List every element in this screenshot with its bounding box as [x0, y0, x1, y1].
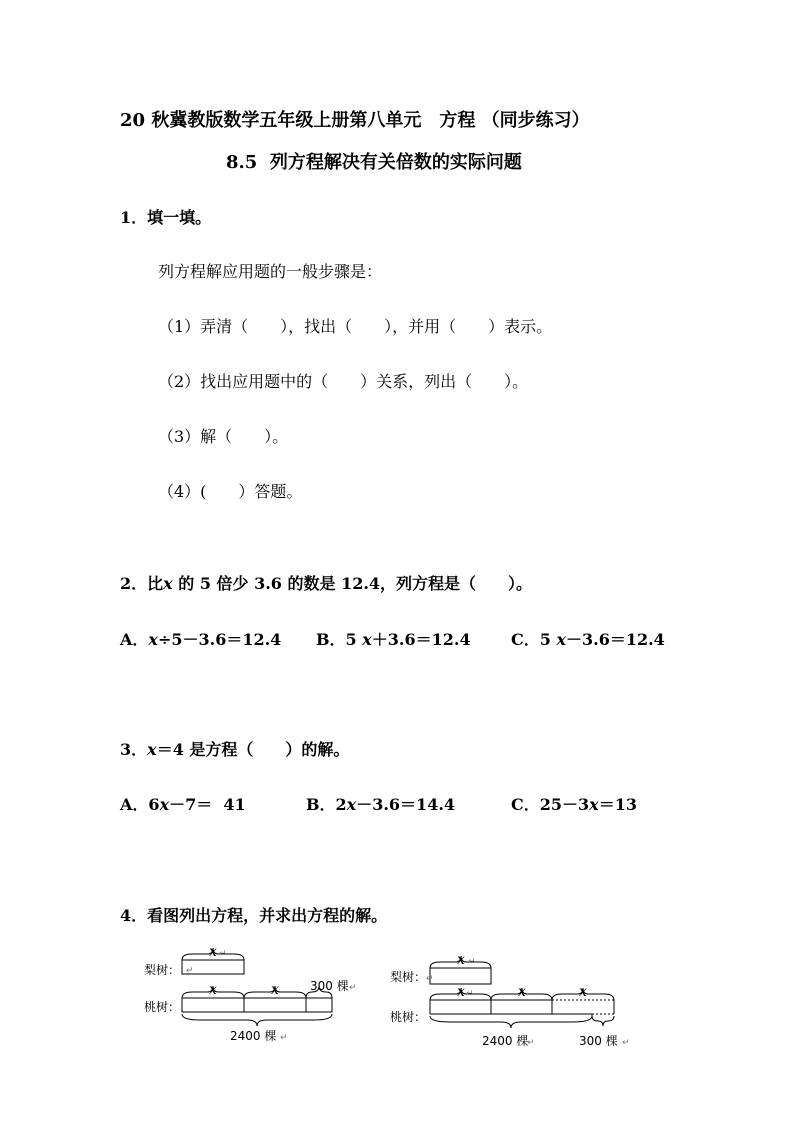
q1-step-2: （2）找出应用题中的（ ）关系，列出（ ）。 [158, 372, 529, 391]
peach-var-1: x [209, 982, 217, 998]
line-diagram-2 [386, 944, 636, 1052]
peach-var-1: x [457, 984, 465, 1000]
q3-var: x [147, 740, 157, 759]
return-mark: ↵ [349, 983, 357, 993]
q1-step-3: （3）解（ ）。 [158, 427, 289, 446]
q1-intro: 列方程解应用题的一般步骤是： [158, 262, 383, 281]
peach-bar [182, 998, 332, 1012]
return-mark: ↵ [186, 966, 194, 976]
option-pre: 25－3 [539, 795, 590, 814]
peach-var-3: x [579, 984, 587, 1000]
return-mark: ↵ [527, 1038, 535, 1048]
option-pre: 2 [335, 795, 347, 814]
pear-label: 梨树： [390, 970, 427, 984]
extra-brace [592, 1016, 614, 1026]
return-mark: ↵ [219, 949, 227, 959]
option-pre: 6 [148, 795, 160, 814]
q2-var: x [163, 574, 173, 593]
q1-heading: 1．填一填。 [120, 208, 212, 227]
q2-option-c [511, 627, 665, 650]
peach-label: 桃树： [144, 1000, 181, 1014]
return-mark: ↵ [622, 1038, 630, 1048]
option-text: －3.6＝14.4 [356, 795, 456, 814]
option-pre: 5 [345, 630, 363, 649]
page-subtitle: 8.5 列方程解决有关倍数的实际问题 [226, 152, 522, 173]
option-text: ＋3.6＝12.4 [371, 630, 471, 649]
q4-heading: 4．看图列出方程，并求出方程的解。 [120, 906, 388, 925]
q1-step-4: （4）( ）答题。 [158, 482, 303, 501]
pear-bar [430, 968, 491, 984]
page-title: 20 秋冀教版数学五年级上册第八单元 方程 （同步练习） [120, 110, 590, 131]
option-label: B． [306, 795, 336, 814]
return-mark: ↵ [466, 989, 474, 999]
q2-option-a [120, 627, 281, 650]
line-diagram-1 [140, 944, 370, 1048]
q3-stem [120, 737, 349, 760]
extra-label: 300 棵 [579, 1034, 618, 1048]
return-mark: ↵ [280, 1033, 288, 1043]
pear-var: x [457, 952, 465, 968]
option-label: A． [120, 795, 149, 814]
option-var: x [589, 795, 599, 814]
peach-label: 桃树： [390, 1010, 427, 1024]
total-brace [182, 1014, 332, 1026]
option-label: B． [316, 630, 346, 649]
option-var: x [346, 795, 357, 814]
pear-label: 梨树： [144, 963, 181, 977]
total-brace [430, 1016, 592, 1028]
q2-option-b [316, 627, 471, 650]
q1-step-1: （1）弄清（ ），找出（ ），并用（ ）表示。 [158, 317, 553, 336]
q3-rest: ＝4 是方程（ ）的解。 [156, 740, 350, 759]
option-text: ＝13 [598, 795, 637, 814]
option-label: C． [511, 630, 540, 649]
extra-label: 300 棵 [310, 979, 349, 993]
q3-option-b [306, 792, 455, 815]
option-text: ÷5－3.6＝12.4 [157, 630, 282, 649]
option-var: x [556, 630, 566, 649]
option-var: x [159, 795, 170, 814]
option-pre: 5 [539, 630, 557, 649]
option-label: A． [120, 630, 149, 649]
peach-var-2: x [518, 984, 526, 1000]
q2-num: 2．比 [120, 574, 164, 593]
option-var: x [148, 630, 158, 649]
q3-num: 3． [120, 740, 148, 759]
option-label: C． [511, 795, 540, 814]
return-mark: ↵ [468, 957, 476, 967]
q3-option-c [511, 792, 637, 815]
q2-rest: 的 5 倍少 3.6 的数是 12.4，列方程是（ ）。 [172, 574, 533, 593]
return-mark: ↵ [426, 974, 434, 984]
option-text: －7＝ 41 [169, 795, 246, 814]
pear-var: x [209, 944, 217, 960]
option-text: －3.6＝12.4 [566, 630, 665, 649]
total-label: 2400 棵 [230, 1029, 277, 1043]
option-var: x [362, 630, 372, 649]
q3-option-a [120, 792, 246, 815]
total-label: 2400 棵 [482, 1034, 529, 1048]
q2-stem [120, 571, 532, 594]
peach-var-2: x [271, 982, 279, 998]
